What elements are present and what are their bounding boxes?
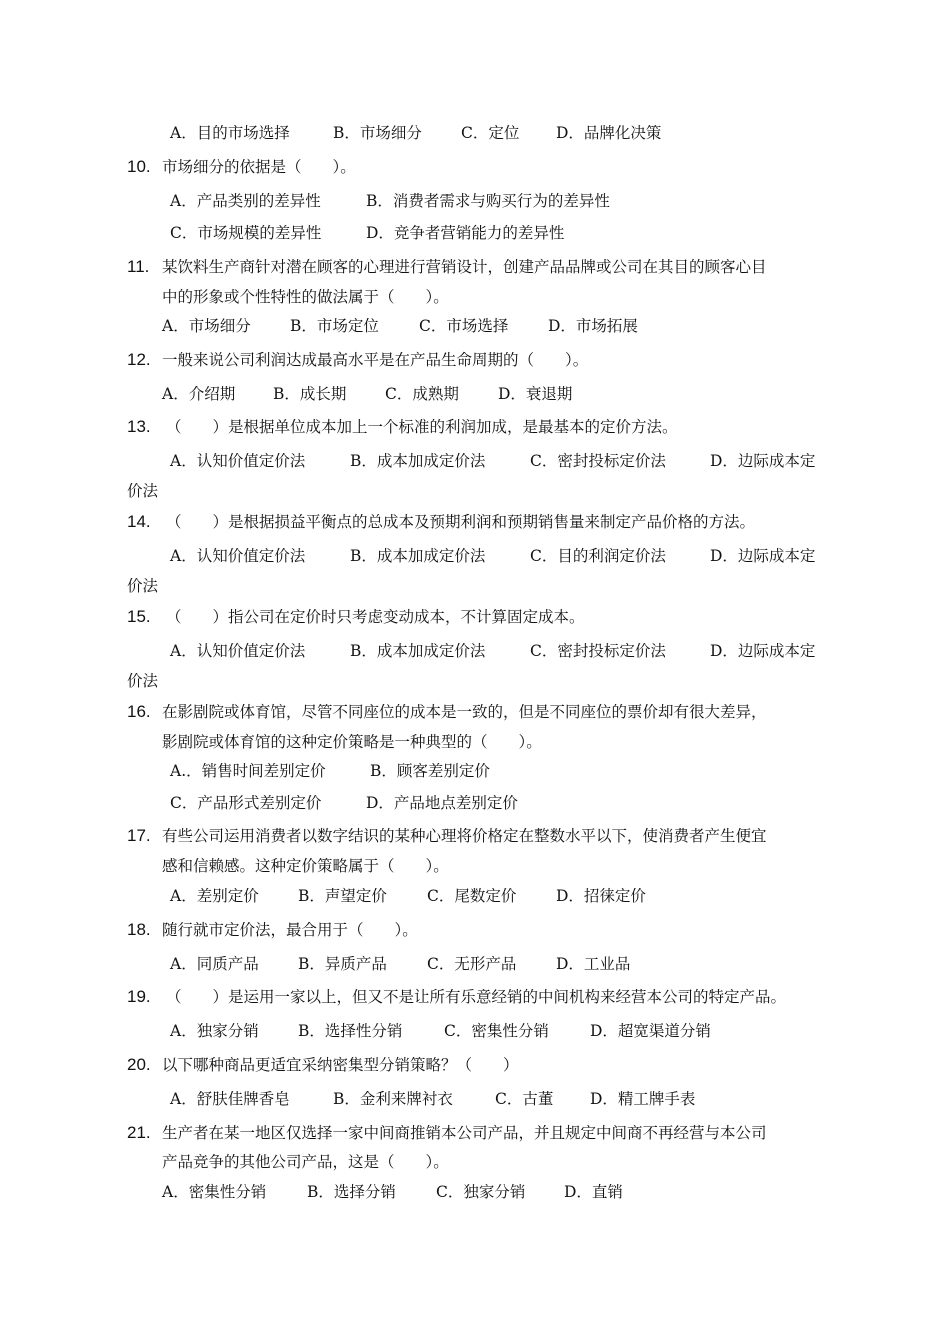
q20-option-d: D．精工牌手表 xyxy=(590,1090,696,1108)
question-stem-line1: 有些公司运用消费者以数字结识的某种心理将价格定在整数水平以下，使消费者产生便宜 xyxy=(162,827,767,845)
question-stem: （ ）是根据损益平衡点的总成本及预期利润和预期销售量来制定产品价格的方法。 xyxy=(166,513,756,531)
q18-option-b: B．异质产品 xyxy=(298,955,387,973)
question-stem: 以下哪种商品更适宜采纳密集型分销策略？（ ） xyxy=(162,1056,519,1074)
question-number: 19. xyxy=(127,987,151,1006)
question-number: 21. xyxy=(127,1123,151,1142)
question-stem: （ ）是运用一家以上，但又不是让所有乐意经销的中间机构来经营本公司的特定产品。 xyxy=(166,988,787,1006)
question-stem: 市场细分的依据是（ ）。 xyxy=(162,158,356,176)
question-number: 20. xyxy=(127,1055,151,1074)
q16-option-d: D．产品地点差别定价 xyxy=(366,794,518,812)
q20-option-a: A．舒肤佳牌香皂 xyxy=(170,1090,290,1108)
q18-option-c: C．无形产品 xyxy=(427,955,517,973)
option-wrap-text: 价法 xyxy=(127,672,159,690)
q18-option-a: A．同质产品 xyxy=(170,955,259,973)
q17-option-c: C．尾数定价 xyxy=(427,887,517,905)
q11-option-b: B．市场定位 xyxy=(290,317,379,335)
q10-option-d: D．竞争者营销能力的差异性 xyxy=(366,224,565,242)
q11-option-c: C．市场选择 xyxy=(419,317,509,335)
q16-option-c: C．产品形式差别定价 xyxy=(170,794,322,812)
q15-option-b: B．成本加成定价法 xyxy=(350,642,486,660)
q10-option-b: B．消费者需求与购买行为的差异性 xyxy=(366,192,610,210)
q16-option-b: B．顾客差别定价 xyxy=(370,762,490,780)
question-number: 11. xyxy=(127,257,150,276)
question-number: 12. xyxy=(127,350,151,369)
q12-option-d: D．衰退期 xyxy=(498,385,573,403)
question-stem: 随行就市定价法，最合用于（ ）。 xyxy=(162,921,418,939)
question-stem-line1: 生产者在某一地区仅选择一家中间商推销本公司产品，并且规定中间商不再经营与本公司 xyxy=(162,1124,767,1142)
q9-option-c: C．定位 xyxy=(461,124,520,142)
q10-option-c: C．市场规模的差异性 xyxy=(170,224,322,242)
q20-option-c: C．古董 xyxy=(495,1090,554,1108)
question-number: 17. xyxy=(127,826,151,845)
q15-option-a: A．认知价值定价法 xyxy=(170,642,306,660)
q9-option-a: A．目的市场选择 xyxy=(170,124,290,142)
q17-option-d: D．招徕定价 xyxy=(556,887,646,905)
question-number: 16. xyxy=(127,702,151,721)
q19-option-b: B．选择性分销 xyxy=(298,1022,403,1040)
option-wrap-text: 价法 xyxy=(127,482,159,500)
q9-option-d: D．品牌化决策 xyxy=(556,124,662,142)
q19-option-d: D．超宽渠道分销 xyxy=(590,1022,711,1040)
q14-option-d: D．边际成本定 xyxy=(710,547,816,565)
q21-option-a: A．密集性分销 xyxy=(162,1183,267,1201)
question-number: 18. xyxy=(127,920,151,939)
question-number: 10. xyxy=(127,157,151,176)
question-stem-line2: 感和信赖感。这种定价策略属于（ ）。 xyxy=(162,857,449,875)
q17-option-b: B．声望定价 xyxy=(298,887,387,905)
q15-option-d: D．边际成本定 xyxy=(710,642,816,660)
question-stem: 一般来说公司利润达成最高水平是在产品生命周期的（ ）。 xyxy=(162,351,589,369)
q13-option-b: B．成本加成定价法 xyxy=(350,452,486,470)
q21-option-d: D．直销 xyxy=(564,1183,623,1201)
q9-option-b: B．市场细分 xyxy=(333,124,422,142)
question-number: 14. xyxy=(127,512,151,531)
q12-option-c: C．成熟期 xyxy=(385,385,459,403)
question-stem-line1: 某饮料生产商针对潜在顾客的心理进行营销设计，创建产品品牌或公司在其目的顾客心目 xyxy=(162,258,767,276)
q11-option-d: D．市场拓展 xyxy=(548,317,638,335)
question-number: 15. xyxy=(127,607,151,626)
q14-option-b: B．成本加成定价法 xyxy=(350,547,486,565)
question-stem-line2: 影剧院或体育馆的这种定价策略是一种典型的（ ）。 xyxy=(162,733,542,751)
q14-option-c: C．目的利润定价法 xyxy=(530,547,666,565)
q21-option-b: B．选择分销 xyxy=(307,1183,396,1201)
q12-option-a: A．介绍期 xyxy=(162,385,236,403)
q11-option-a: A．市场细分 xyxy=(162,317,251,335)
q14-option-a: A．认知价值定价法 xyxy=(170,547,306,565)
q19-option-c: C．密集性分销 xyxy=(444,1022,549,1040)
q12-option-b: B．成长期 xyxy=(273,385,347,403)
q16-option-a: A.．销售时间差别定价 xyxy=(170,762,326,780)
q15-option-c: C．密封投标定价法 xyxy=(530,642,666,660)
q18-option-d: D．工业品 xyxy=(556,955,631,973)
question-stem: （ ）是根据单位成本加上一个标准的利润加成，是最基本的定价方法。 xyxy=(166,418,678,436)
question-stem-line2: 中的形象或个性特性的做法属于（ ）。 xyxy=(162,288,449,306)
question-stem: （ ）指公司在定价时只考虑变动成本，不计算固定成本。 xyxy=(166,608,585,626)
q19-option-a: A．独家分销 xyxy=(170,1022,259,1040)
option-wrap-text: 价法 xyxy=(127,577,159,595)
question-stem-line1: 在影剧院或体育馆，尽管不同座位的成本是一致的，但是不同座位的票价却有很大差异， xyxy=(162,703,767,721)
q13-option-c: C．密封投标定价法 xyxy=(530,452,666,470)
q21-option-c: C．独家分销 xyxy=(436,1183,526,1201)
q10-option-a: A．产品类别的差异性 xyxy=(170,192,321,210)
question-stem-line2: 产品竞争的其他公司产品，这是（ ）。 xyxy=(162,1153,449,1171)
q17-option-a: A．差别定价 xyxy=(170,887,259,905)
q20-option-b: B．金利来牌衬衣 xyxy=(333,1090,453,1108)
q13-option-d: D．边际成本定 xyxy=(710,452,816,470)
q13-option-a: A．认知价值定价法 xyxy=(170,452,306,470)
question-number: 13. xyxy=(127,417,151,436)
